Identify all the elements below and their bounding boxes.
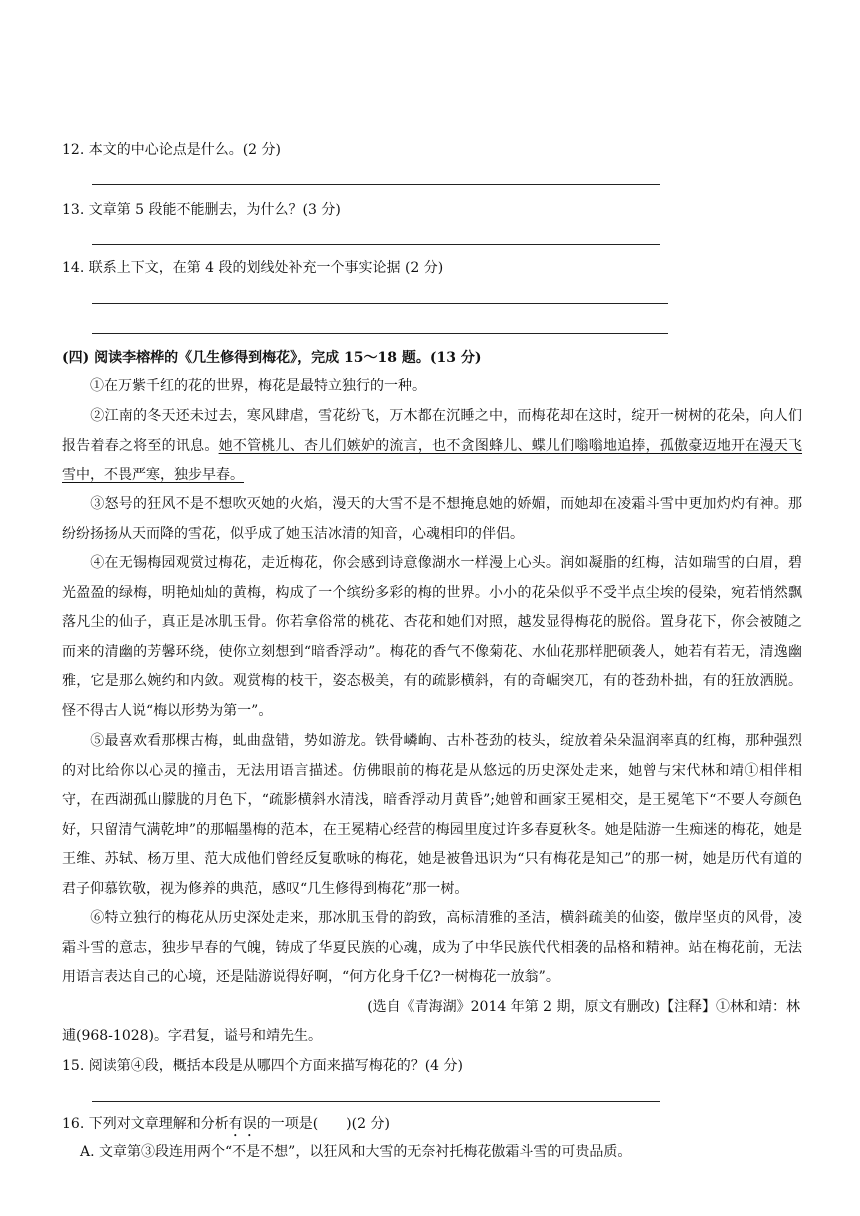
answer-line-13[interactable] (92, 244, 660, 245)
question-15: 15. 阅读第④段，概括本段是从哪四个方面来描写梅花的？(4 分) (62, 1058, 463, 1074)
source-note (62, 993, 800, 1051)
passage-paragraph-5 (62, 727, 802, 905)
question-16-emphasis: 有误 (228, 1116, 257, 1132)
answer-line-14b[interactable] (92, 333, 668, 334)
paragraph-3-text: ③怒号的狂风不是不想吹灭她的火焰，漫天的大雪不是不想掩息她的娇媚，而她却在凌霜斗雪中更加灼灼有神。那纷纷扬扬从天而降的雪花，似乎成了她玉洁冰清的知音，心魂相印的伴侣。 (62, 496, 802, 542)
question-12: 12. 本文的中心论点是什么。(2 分) (62, 142, 281, 158)
question-16-option-a[interactable]: A. 文章第③段连用两个“不是不想”，以狂风和大雪的无奈衬托梅花傲霜斗雪的可贵品质。 (80, 1144, 632, 1160)
paragraph-2-text: ②江南的冬天还未过去，寒风肆虐，雪花纷飞，万木都在沉睡之中，而梅花却在这时，绽开一树树的花朵，向人们报告着春之将至的讯息。 (62, 408, 802, 454)
passage-paragraph-1 (62, 372, 802, 402)
paragraph-4-text: ④在无锡梅园观赏过梅花，走近梅花，你会感到诗意像湖水一样漫上心头。润如凝脂的红梅，洁如瑞雪的白眉，碧光盈盈的绿梅，明艳灿灿的黄梅，构成了一个缤纷多彩的梅的世界。小小的花朵似乎不受半点尘埃的侵染，宛若悄然飘落凡尘的仙子，真正是冰肌玉骨。你若拿俗常的桃花、杏花和她们对照，越发显得梅花的脱俗。置身花下，你会被随之而来的清幽的芳馨环绕，使你立刻想到“暗香浮动”。梅花的香气不像菊花、水仙花那样肥硕袭人，她若有若无，清逸幽雅，它是那么婉约和内敛。观赏梅的枝干，姿态极美，有的疏影横斜，有的奇崛突兀，有的苍劲朴拙，有的狂放洒脱。怪不得古人说“梅以形势为第一”。 (62, 555, 802, 719)
paragraph-2-underlined-text: 她不管桃儿、杏儿们嫉妒的流言，也不贪图蜂儿、蝶儿们嗡嗡地追捧，孤傲豪迈地开在漫天飞雪中，不畏严寒，独步早春。 (62, 437, 803, 484)
footnote-line: 逋(968-1028)。字君复，谥号和靖先生。 (62, 1028, 323, 1044)
passage-paragraph-2 (62, 402, 802, 491)
paragraph-6-text: ⑥特立独行的梅花从历史深处走来，那冰肌玉骨的韵致，高标清雅的圣洁，横斜疏美的仙姿，傲岸坚贞的风骨，凌霜斗雪的意志，独步早春的气魄，铸成了华夏民族的心魂，成为了中华民族代代相袭的品格和精神。站在梅花前，无法用语言表达自己的心境，还是陆游说得好啊，“何方化身千亿?一树梅花一放翁”。 (62, 910, 802, 986)
question-16 (62, 1114, 390, 1140)
passage-paragraph-3 (62, 490, 802, 549)
answer-line-14a[interactable] (92, 303, 668, 304)
question-16-prefix: 16. 下列对文章理解和分析 (62, 1116, 229, 1132)
source-line: (选自《青海湖》2014 年第 2 期，原文有删改)【注释】①林和靖：林 (367, 999, 800, 1015)
section-title: (四) 阅读李榕桦的《几生修得到梅花》，完成 15～18 题。(13 分) (62, 350, 482, 366)
answer-line-12[interactable] (92, 184, 660, 185)
paragraph-5-text: ⑤最喜欢看那棵古梅，虬曲盘错，势如游龙。铁骨嶙峋、古朴苍劲的枝头，绽放着朵朵温润率真的红梅，那种强烈的对比给你以心灵的撞击，无法用语言描述。仿佛眼前的梅花是从悠远的历史深处走来，她曾与宋代林和靖①相伴相守，在西湖孤山朦胧的月色下，“疏影横斜水清浅，暗香浮动月黄昏”;她曾和画家王冕相交，是王冕笔下“不要人夸颜色好，只留清气满乾坤”的那幅墨梅的范本，在王冕精心经营的梅园里度过许多春夏秋冬。她是陆游一生痴迷的梅花，她是王维、苏轼、杨万里、范大成他们曾经反复歌咏的梅花，她是被鲁迅识为“只有梅花是知己”的那一树，她是历代有道的君子仰慕钦敬，视为修养的典范，感叹“几生修得到梅花”那一树。 (62, 733, 802, 897)
question-16-suffix: 的一项是( )(2 分) (256, 1116, 390, 1132)
paragraph-1-text: ①在万紫千红的花的世界，梅花是最特立独行的一种。 (90, 378, 426, 394)
passage-paragraph-4 (62, 549, 802, 727)
question-13: 13. 文章第 5 段能不能删去，为什么？(3 分) (62, 202, 341, 218)
passage-paragraph-6 (62, 904, 802, 993)
question-14: 14. 联系上下文，在第 4 段的划线处补充一个事实论据 (2 分) (62, 260, 444, 276)
answer-line-15[interactable] (92, 1101, 660, 1102)
